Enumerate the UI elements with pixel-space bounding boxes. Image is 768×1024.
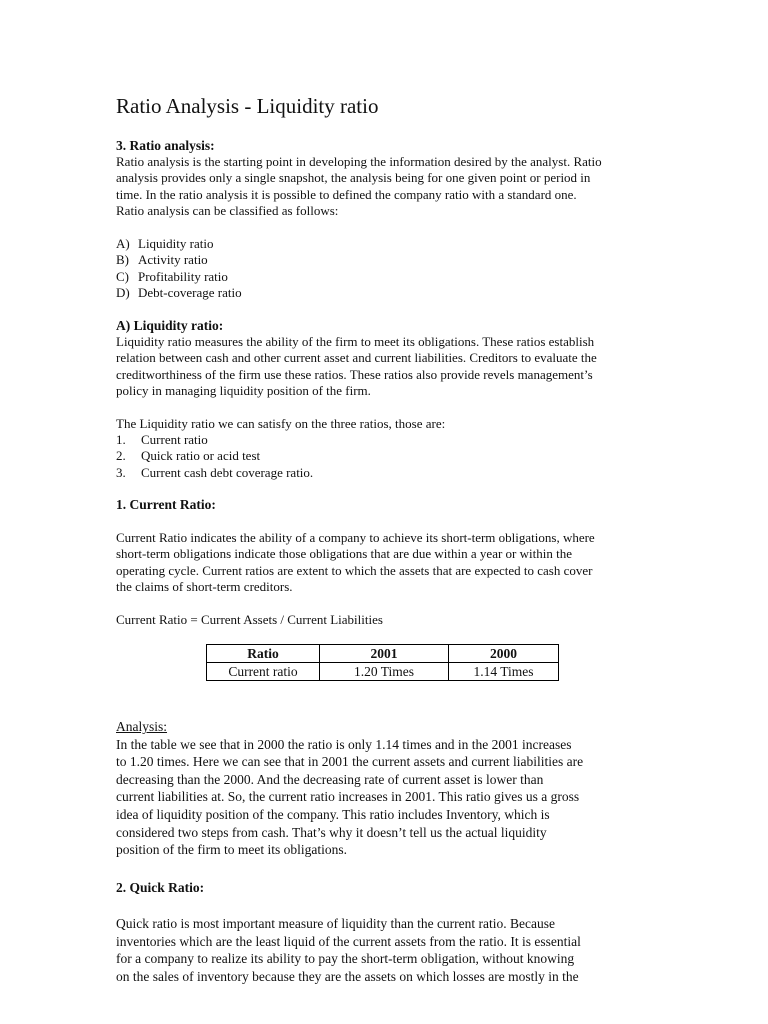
text-line: Quick ratio is most important measure of liquidity than the current ratio. Because: [116, 916, 556, 931]
section-heading-liquidity-ratio: A) Liquidity ratio:: [116, 318, 224, 333]
list-marker: A): [116, 236, 130, 251]
paragraph-current-ratio: [116, 530, 595, 595]
liquidity-intro: [116, 416, 445, 432]
list-marker: 1.: [116, 432, 126, 447]
list-item: [116, 269, 242, 285]
text-line: Ratio analysis is the starting point in developing the information desired by the analyst. Ratio: [116, 154, 602, 169]
table-header-row: [207, 645, 559, 663]
table-header-cell: Ratio: [207, 645, 320, 663]
list-item-text: Profitability ratio: [138, 268, 228, 284]
list-item: [116, 285, 242, 301]
list-item: [116, 432, 313, 448]
text-line: inventories which are the least liquid of the current assets from the ratio. It is essential: [116, 933, 581, 949]
list-item-text: Debt-coverage ratio: [138, 284, 242, 300]
paragraph-liquidity-ratio: [116, 334, 597, 399]
text-line: Current Ratio = Current Assets / Current Liabilities: [116, 612, 383, 627]
list-marker: C): [116, 268, 129, 284]
text-line: In the table we see that in 2000 the ratio is only 1.14 times and in the 2001 increases: [116, 736, 572, 752]
paragraph-ratio-analysis: [116, 154, 602, 219]
paragraph-quick-ratio: [116, 915, 581, 985]
list-marker: B): [116, 252, 129, 268]
text-line: relation between cash and other current asset and current liabilities. Creditors to evaluate the: [116, 350, 597, 366]
text-line: decreasing than the 2000. And the decreasing rate of current asset is lower than: [116, 771, 544, 787]
text-line: creditworthiness of the firm use these ratios. These ratios also provide revels management’s: [116, 366, 593, 382]
text-line: idea of liquidity position of the company. This ratio includes Inventory, which is: [116, 806, 550, 822]
section-heading-quick-ratio: 2. Quick Ratio:: [116, 880, 205, 895]
list-item-text: Activity ratio: [138, 252, 208, 268]
text-line: position of the firm to meet its obligations.: [116, 842, 347, 858]
list-marker: D): [116, 284, 130, 300]
text-line: short-term obligations indicate those obligations that are due within a year or within the: [116, 546, 572, 562]
list-item: [116, 448, 313, 464]
text-line: considered two steps from cash. That’s why it doesn’t tell us the actual liquidity: [116, 824, 547, 840]
current-ratio-table: [206, 644, 559, 681]
text-line: operating cycle. Current ratios are extent to which the assets that are expected to cash cover: [116, 562, 593, 578]
list-item-text: Quick ratio or acid test: [141, 448, 261, 464]
text-line: Current Ratio indicates the ability of a company to achieve its short-term obligations, where: [116, 530, 595, 545]
text-line: for a company to realize its ability to pay the short-term obligation, without knowing: [116, 951, 575, 967]
text-line: policy in managing liquidity position of the firm.: [116, 382, 371, 398]
liquidity-ratios-list: [116, 432, 313, 481]
table-cell: 1.20 Times: [320, 663, 449, 681]
text-line: on the sales of inventory because they are the assets on which losses are mostly in the: [116, 968, 579, 984]
current-ratio-formula: [116, 612, 383, 628]
list-item: [116, 465, 313, 481]
list-item-text: Current ratio: [141, 432, 208, 447]
page-title: Ratio Analysis - Liquidity ratio: [116, 94, 379, 118]
text-line: analysis provides only a single snapshot, the analysis being for one given point or period in: [116, 170, 591, 186]
text-line: current liabilities at. So, the current ratio increases in 2001. This ratio gives us a gross: [116, 789, 580, 805]
text-line: Liquidity ratio measures the ability of the firm to meet its obligations. These ratios establish: [116, 334, 595, 349]
table-row: [207, 663, 559, 681]
list-item-text: Liquidity ratio: [138, 236, 214, 251]
list-item: [116, 236, 242, 252]
table-cell: Current ratio: [207, 663, 320, 681]
text-line: Ratio analysis can be classified as follows:: [116, 202, 339, 218]
section-heading-current-ratio: 1. Current Ratio:: [116, 497, 216, 512]
list-marker: 2.: [116, 448, 126, 464]
text-line: time. In the ratio analysis it is possible to defined the company ratio with a standard one.: [116, 186, 577, 202]
analysis-label: Analysis:: [116, 719, 168, 734]
table-header-cell: 2001: [320, 645, 449, 663]
table-header-cell: 2000: [449, 645, 559, 663]
list-item: [116, 252, 242, 268]
text-line: The Liquidity ratio we can satisfy on the three ratios, those are:: [116, 416, 446, 431]
ratio-types-list: [116, 236, 242, 301]
section-heading-ratio-analysis: 3. Ratio analysis:: [116, 138, 215, 153]
text-line: the claims of short-term creditors.: [116, 578, 293, 594]
table-cell: 1.14 Times: [449, 663, 559, 681]
list-item-text: Current cash debt coverage ratio.: [141, 464, 314, 480]
analysis-paragraph: [116, 718, 583, 859]
text-line: to 1.20 times. Here we can see that in 2001 the current assets and current liabilities are: [116, 754, 584, 770]
list-marker: 3.: [116, 464, 126, 480]
